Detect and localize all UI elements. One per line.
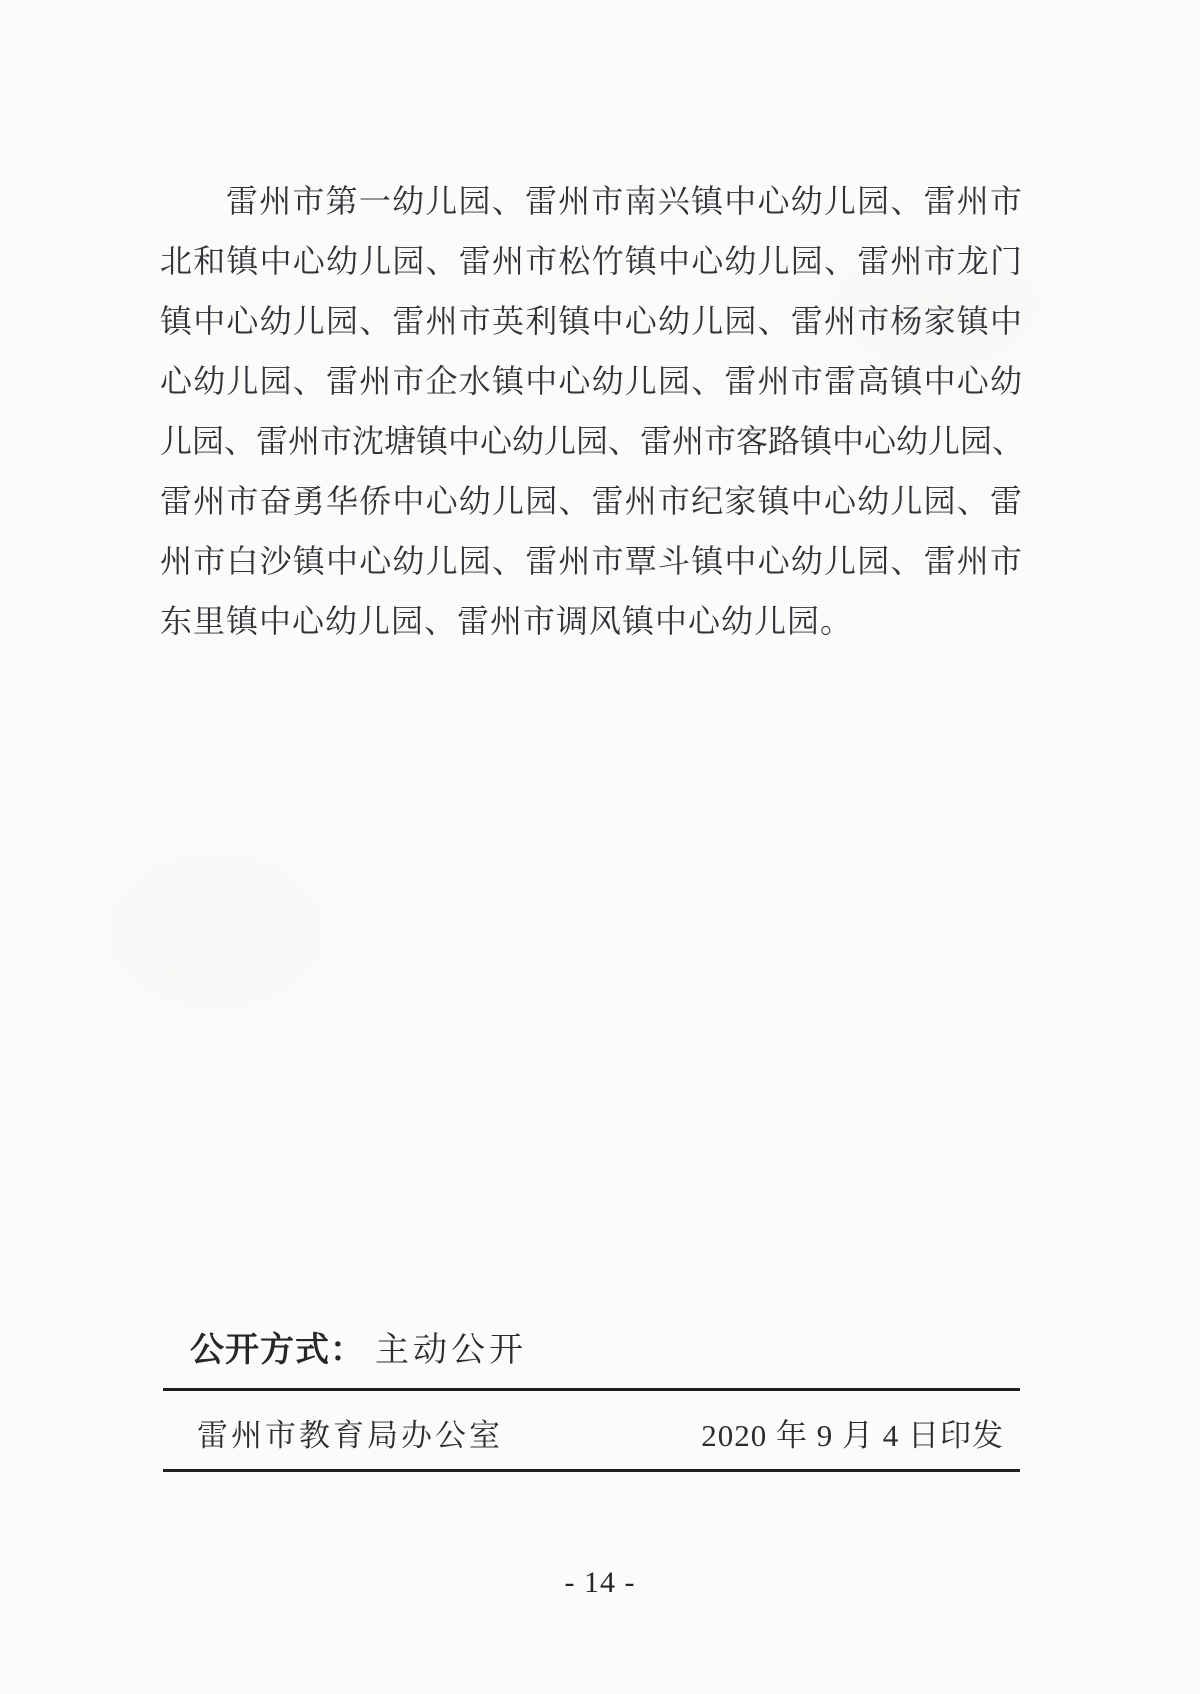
issuing-office: 雷州市教育局办公室 xyxy=(197,1418,503,1453)
body-line: 镇中心幼儿园、雷州市英利镇中心幼儿园、雷州市杨家镇中 xyxy=(160,303,1022,339)
body-line: 心幼儿园、雷州市企水镇中心幼儿园、雷州市雷高镇中心幼 xyxy=(160,363,1022,399)
divider-line-bottom xyxy=(163,1469,1020,1472)
body-line: 东里镇中心幼儿园、雷州市调风镇中心幼儿园。 xyxy=(160,603,854,639)
kindergarten-list-paragraph xyxy=(160,171,1025,651)
disclosure-method-value: 主动公开 xyxy=(375,1332,527,1369)
body-line: 州市白沙镇中心幼儿园、雷州市覃斗镇中心幼儿园、雷州市 xyxy=(160,543,1022,579)
page-number: - 14 - xyxy=(564,1566,636,1599)
body-line: 雷州市第一幼儿园、雷州市南兴镇中心幼儿园、雷州市 xyxy=(226,183,1022,219)
body-line: 雷州市奋勇华侨中心幼儿园、雷州市纪家镇中心幼儿园、雷 xyxy=(160,483,1022,519)
body-line: 儿园、雷州市沈塘镇中心幼儿园、雷州市客路镇中心幼儿园、 xyxy=(160,423,1025,459)
disclosure-method-row xyxy=(190,1330,527,1371)
imprint-row xyxy=(163,1414,1020,1458)
body-line: 北和镇中心幼儿园、雷州市松竹镇中心幼儿园、雷州市龙门 xyxy=(160,243,1022,279)
disclosure-method-label: 公开方式： xyxy=(190,1331,365,1369)
divider-line-top xyxy=(163,1388,1020,1391)
print-date: 2020 年 9 月 4 日印发 xyxy=(701,1418,1004,1453)
